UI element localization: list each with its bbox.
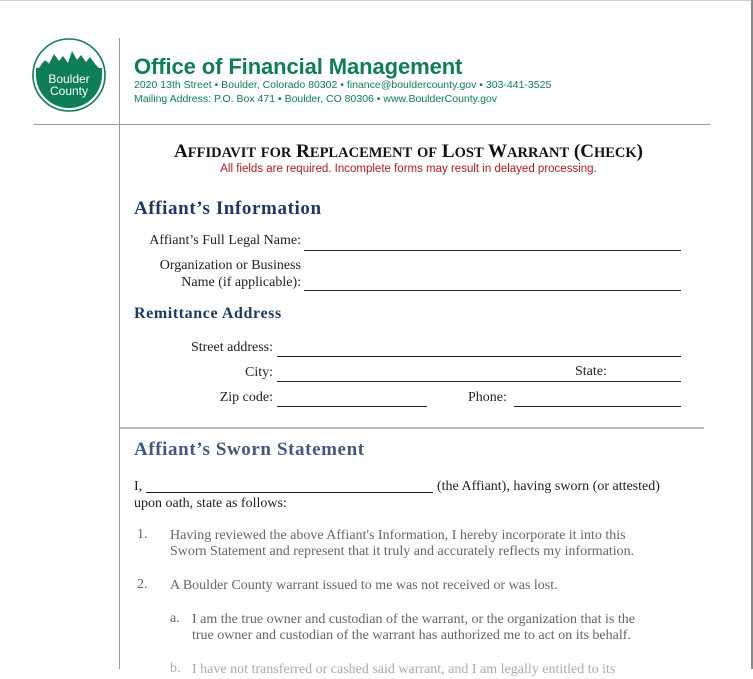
full-name-label: Affiant’s Full Legal Name: — [149, 233, 301, 248]
logo-text-line1: Boulder — [48, 72, 90, 86]
sworn-statement-heading: Affiant’s Sworn Statement — [134, 439, 365, 460]
org-label-line1: Organization or Business — [159, 258, 301, 273]
intro-line2: upon oath, state as follows: — [134, 496, 287, 511]
organization-name-field[interactable] — [304, 290, 681, 291]
document-title: AFFIDAVIT FOR REPLACEMENT OF LOST WARRANT (CHECK) — [174, 141, 643, 162]
affiant-name-field[interactable] — [146, 492, 433, 493]
subitem-a-letter: a. — [170, 611, 180, 626]
section-separator — [120, 427, 704, 429]
logo-text-line2: County — [49, 84, 89, 98]
state-label: State: — [575, 364, 607, 379]
header-vertical-divider — [119, 38, 120, 669]
street-label: Street address: — [190, 340, 273, 355]
office-title: Office of Financial Management — [134, 54, 463, 79]
item-1-number: 1. — [137, 527, 148, 542]
remittance-heading: Remittance Address — [134, 305, 282, 322]
item-2-number: 2. — [137, 577, 148, 592]
zip-label: Zip code: — [219, 390, 273, 405]
subitem-b-letter: b. — [170, 661, 181, 676]
boulder-county-logo — [32, 38, 106, 112]
mailing-address-line: Mailing Address: P.O. Box 471 • Boulder, CO 80306 • www.BoulderCounty.gov — [134, 93, 497, 105]
phone-label: Phone: — [468, 390, 507, 405]
full-name-field[interactable] — [304, 250, 681, 251]
org-label-line2: Name (if applicable): — [181, 275, 301, 290]
item-2-line1: A Boulder County warrant issued to me was not received or was lost. — [170, 578, 558, 593]
intro-prefix: I, — [134, 479, 143, 494]
intro-suffix: (the Affiant), having sworn (or attested) — [437, 479, 660, 494]
document-subtitle: All fields are required. Incomplete forms may result in delayed processing. — [220, 163, 597, 175]
page-top-edge — [0, 0, 753, 1]
item-1-line1: Having reviewed the above Affiant's Information, I hereby incorporate it into this — [170, 528, 626, 543]
subitem-b-line1: I have not transferred or cashed said warrant, and I am legally entitled to its — [192, 662, 616, 677]
header-horizontal-divider — [34, 124, 710, 125]
subitem-a-line2: true owner and custodian of the warrant has authorized me to act on its behalf. — [192, 628, 631, 643]
state-field[interactable] — [613, 381, 681, 382]
phone-field[interactable] — [514, 406, 681, 407]
affiant-info-heading: Affiant’s Information — [134, 198, 322, 219]
city-label: City: — [244, 365, 273, 380]
item-1-line2: Sworn Statement and represent that it truly and accurately reflects my information. — [170, 544, 635, 559]
contact-address-line: 2020 13th Street • Boulder, Colorado 80302 • finance@bouldercounty.gov • 303-441-3525 — [134, 79, 552, 91]
street-field[interactable] — [277, 356, 681, 357]
subitem-a-line1: I am the true owner and custodian of the warrant, or the organization that is the — [192, 612, 635, 627]
zip-field[interactable] — [277, 406, 427, 407]
